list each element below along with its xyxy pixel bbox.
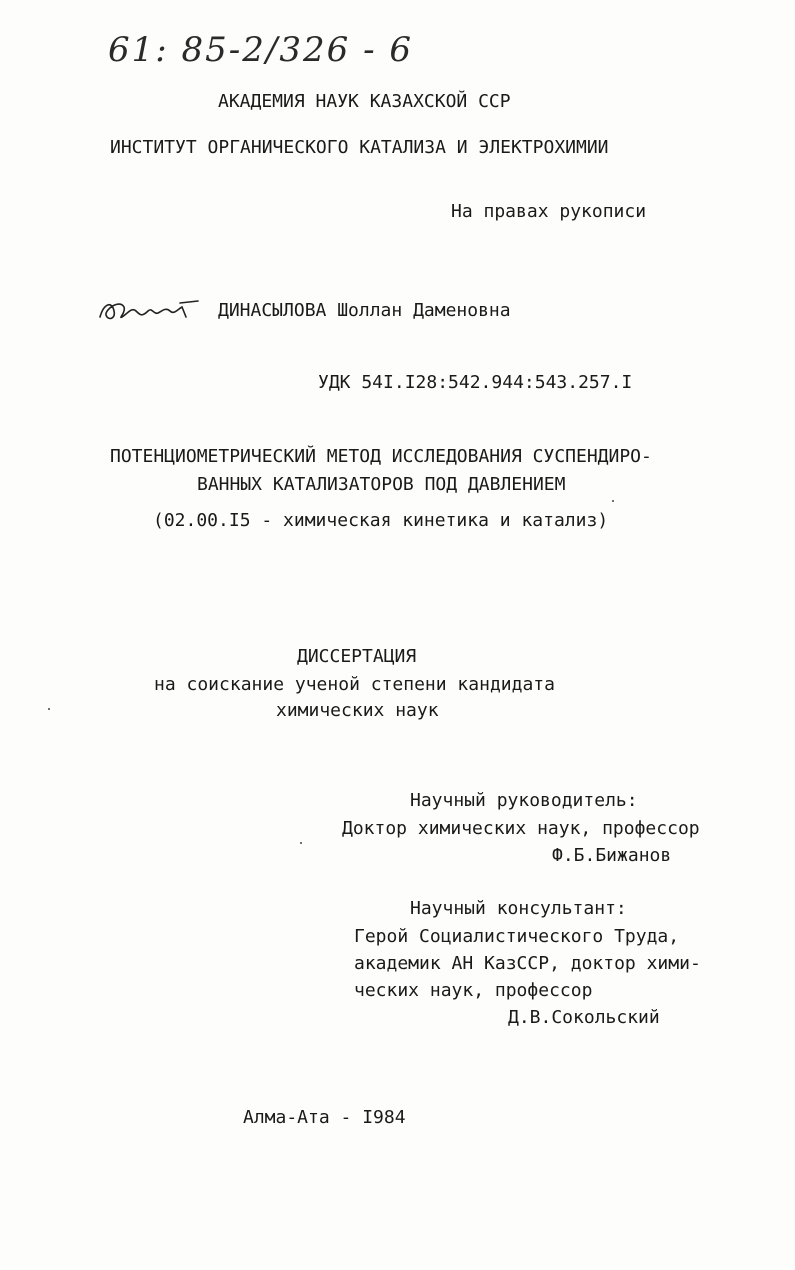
archive-mark: 61: 85-2/326 - 6	[108, 30, 413, 70]
rights-note: На правах рукописи	[451, 201, 647, 222]
scan-speck	[48, 708, 50, 710]
dissertation-label: ДИССЕРТАЦИЯ	[297, 646, 417, 667]
author-signature	[96, 293, 206, 327]
scan-speck	[612, 500, 614, 502]
consultant-name: Д.В.Сокольский	[508, 1007, 660, 1028]
consultant-line-1: Герой Социалистического Труда,	[354, 926, 680, 947]
place-year: Алма-Ата - I984	[243, 1107, 406, 1128]
supervisor-name: Ф.Б.Бижанов	[552, 845, 672, 866]
institute-name: ИНСТИТУТ ОРГАНИЧЕСКОГО КАТАЛИЗА И ЭЛЕКТРОХИМИИ	[110, 137, 609, 158]
supervisor-title: Доктор химических наук, профессор	[342, 818, 700, 839]
dissertation-line-2: химических наук	[276, 700, 439, 721]
consultant-line-2: академик АН КазССР, доктор хими-	[354, 953, 701, 974]
title-line-2: ВАННЫХ КАТАЛИЗАТОРОВ ПОД ДАВЛЕНИЕМ	[197, 474, 566, 495]
author-name: ДИНАСЫЛОВА Шоллан Даменовна	[218, 300, 511, 321]
academy-name: АКАДЕМИЯ НАУК КАЗАХСКОЙ ССР	[218, 91, 511, 112]
title-line-1: ПОТЕНЦИОМЕТРИЧЕСКИЙ МЕТОД ИССЛЕДОВАНИЯ СУСПЕНДИРО-	[110, 446, 652, 467]
consultant-line-3: ческих наук, профессор	[354, 980, 593, 1001]
specialty: (02.00.I5 - химическая кинетика и катализ)	[153, 510, 609, 531]
dissertation-line-1: на соискание ученой степени кандидата	[154, 674, 555, 695]
scan-speck	[300, 842, 302, 844]
udk-code: УДК 54I.I28:542.944:543.257.I	[318, 372, 633, 393]
consultant-label: Научный консультант:	[410, 898, 627, 919]
supervisor-label: Научный руководитель:	[410, 790, 638, 811]
